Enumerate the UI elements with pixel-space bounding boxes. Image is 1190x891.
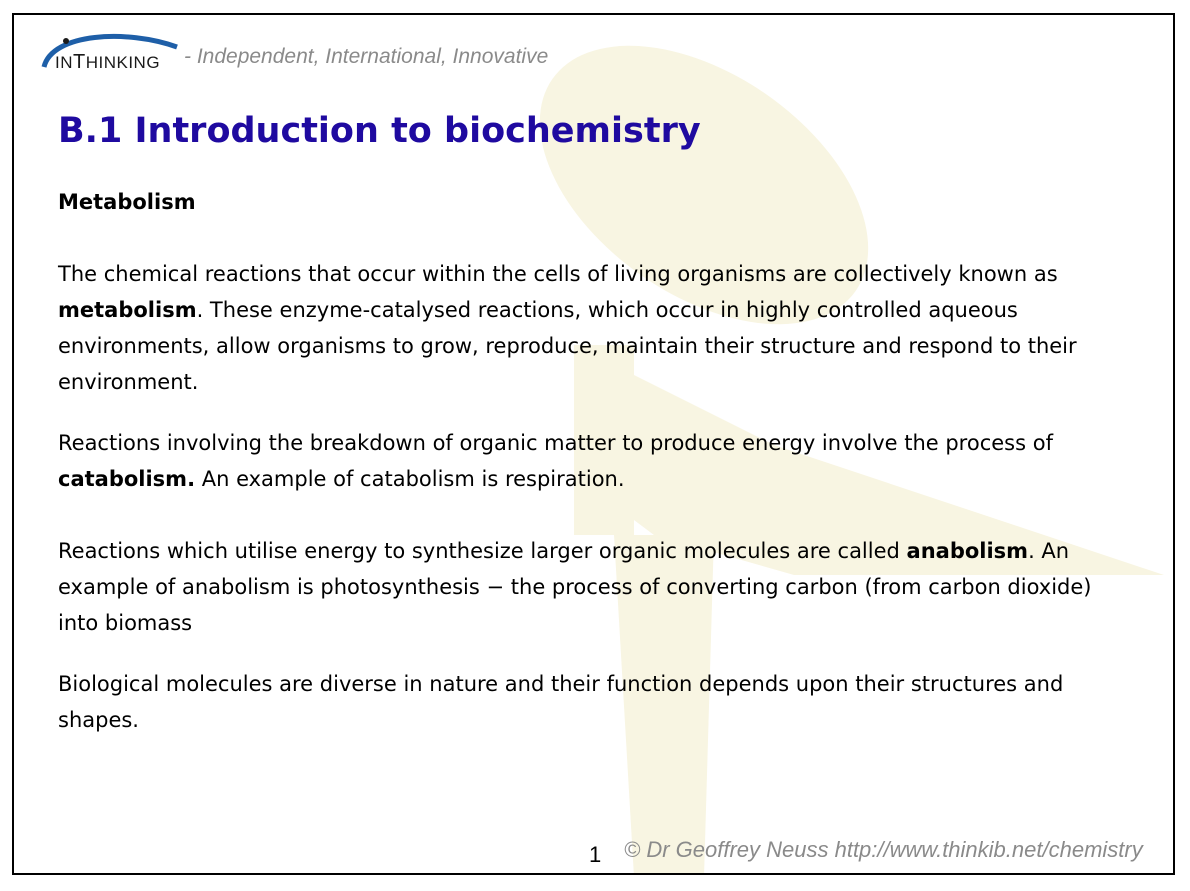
paragraph-biological-molecules: Biological molecules are diverse in nature and their function depends upon their structures and shapes.	[58, 672, 1064, 732]
logo-letter: T	[73, 51, 86, 73]
copyright-notice: © Dr Geoffrey Neuss http://www.thinkib.net/chemistry	[624, 837, 1143, 862]
tagline: - Independent, International, Innovative	[184, 45, 549, 68]
text-run: . These enzyme-catalysed reactions, which occur in highly controlled aqueous environments, allow organisms to grow, reproduce, maintain their structure and respond to their environment.	[58, 298, 1077, 394]
text-run: Reactions which utilise energy to synthesize larger organic molecules are called	[58, 539, 907, 563]
page-number: 1	[589, 842, 602, 867]
paragraph-metabolism	[58, 256, 1138, 400]
text-run: . An example of anabolism is photosynthesis − the process of converting carbon (from carbon dioxide) into biomass	[58, 539, 1092, 635]
text-run: An example of catabolism is respiration.	[195, 467, 625, 491]
slide	[12, 13, 1175, 875]
logo-prefix: IN	[55, 53, 73, 72]
slide-title: B.1 Introduction to biochemistry	[58, 111, 701, 151]
section-heading: Metabolism	[58, 190, 196, 214]
bold-term: catabolism.	[58, 467, 196, 491]
bold-term: anabolism	[906, 539, 1029, 563]
paragraph-anabolism	[58, 533, 1138, 641]
logo-suffix: HINKING	[85, 53, 161, 72]
inthinking-logo	[55, 51, 160, 74]
paragraph-catabolism	[58, 425, 1138, 497]
bold-term: metabolism	[58, 298, 197, 322]
text-run: Reactions involving the breakdown of organic matter to produce energy involve the process of	[58, 431, 1053, 455]
text-run: The chemical reactions that occur within the cells of living organisms are collectively known as	[58, 262, 1058, 286]
